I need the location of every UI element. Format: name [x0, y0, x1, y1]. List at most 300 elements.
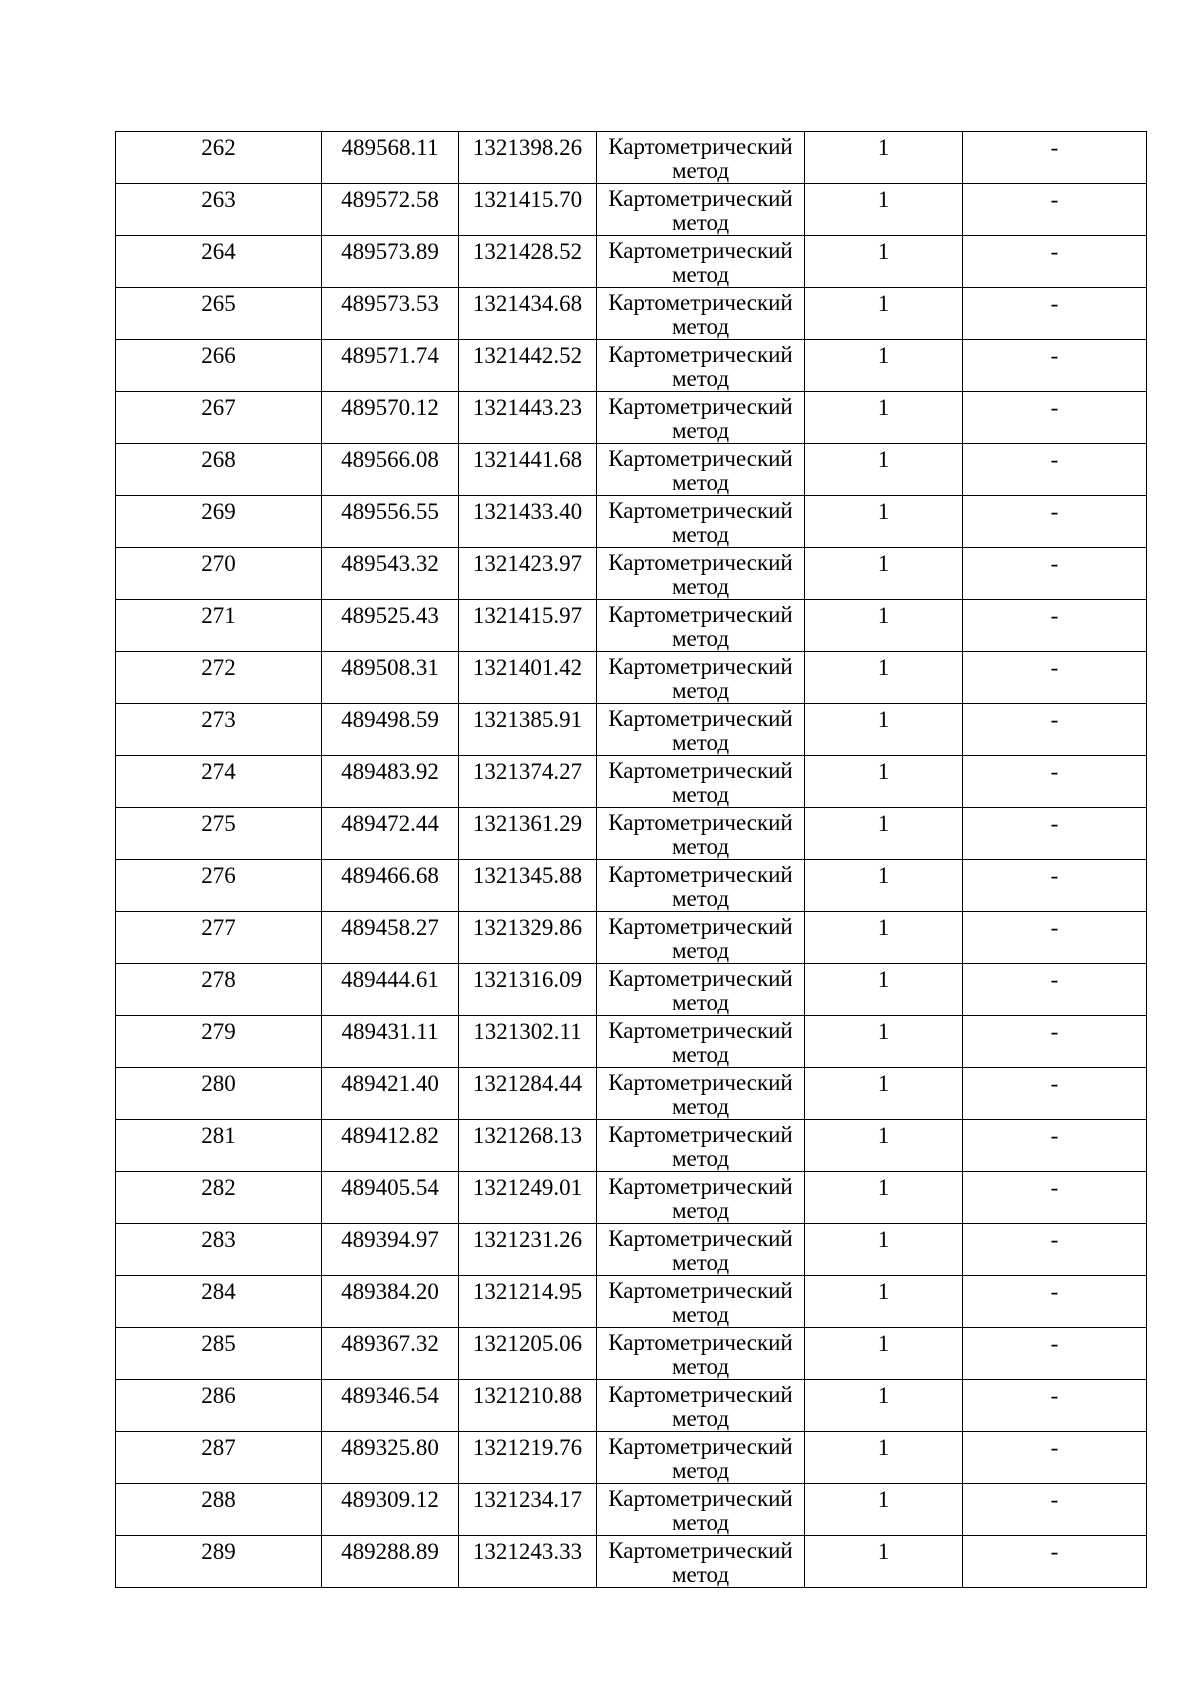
- point-number-cell-text: 276: [201, 863, 236, 888]
- point-number-cell-text: 266: [201, 343, 236, 368]
- method-cell-text: Картометрический метод: [608, 550, 793, 599]
- table-row: [116, 1432, 1147, 1484]
- table-row: [116, 1224, 1147, 1276]
- x-coordinate-cell-text: 489571.74: [341, 343, 439, 368]
- note-cell-text: -: [1050, 863, 1059, 888]
- point-number-cell: [116, 548, 322, 600]
- x-coordinate-cell-text: 489556.55: [341, 499, 439, 524]
- table-row: [116, 1536, 1147, 1588]
- y-coordinate-cell: [459, 236, 597, 288]
- note-cell-text: -: [1050, 915, 1059, 940]
- y-coordinate-cell-text: 1321385.91: [472, 707, 583, 732]
- point-number-cell-text: 271: [201, 603, 236, 628]
- method-cell: [597, 132, 805, 184]
- accuracy-cell: [805, 756, 963, 808]
- x-coordinate-cell: [322, 1276, 459, 1328]
- method-cell-text: Картометрический метод: [608, 134, 793, 183]
- note-cell-text: -: [1050, 135, 1059, 160]
- point-number-cell: [116, 288, 322, 340]
- accuracy-cell: [805, 1328, 963, 1380]
- x-coordinate-cell-text: 489572.58: [341, 187, 439, 212]
- note-cell: [963, 1328, 1147, 1380]
- accuracy-cell: [805, 600, 963, 652]
- accuracy-cell-text: 1: [877, 915, 890, 940]
- point-number-cell-text: 285: [201, 1331, 236, 1356]
- table-row: [116, 132, 1147, 184]
- y-coordinate-cell: [459, 600, 597, 652]
- table-row: [116, 236, 1147, 288]
- coordinates-table: [115, 131, 1147, 1588]
- method-cell: [597, 1068, 805, 1120]
- accuracy-cell-text: 1: [877, 1331, 890, 1356]
- x-coordinate-cell: [322, 288, 459, 340]
- x-coordinate-cell: [322, 184, 459, 236]
- accuracy-cell: [805, 548, 963, 600]
- accuracy-cell-text: 1: [877, 967, 890, 992]
- y-coordinate-cell: [459, 288, 597, 340]
- method-cell: [597, 1120, 805, 1172]
- accuracy-cell-text: 1: [877, 1123, 890, 1148]
- table-row: [116, 1120, 1147, 1172]
- accuracy-cell: [805, 860, 963, 912]
- point-number-cell-text: 267: [201, 395, 236, 420]
- note-cell-text: -: [1050, 499, 1059, 524]
- table-row: [116, 860, 1147, 912]
- accuracy-cell: [805, 1432, 963, 1484]
- accuracy-cell-text: 1: [877, 395, 890, 420]
- method-cell-text: Картометрический метод: [608, 290, 793, 339]
- point-number-cell: [116, 600, 322, 652]
- x-coordinate-cell-text: 489325.80: [341, 1435, 439, 1460]
- point-number-cell-text: 287: [201, 1435, 236, 1460]
- y-coordinate-cell: [459, 964, 597, 1016]
- table-row: [116, 1328, 1147, 1380]
- note-cell: [963, 860, 1147, 912]
- method-cell: [597, 496, 805, 548]
- point-number-cell: [116, 444, 322, 496]
- y-coordinate-cell-text: 1321345.88: [472, 863, 583, 888]
- accuracy-cell: [805, 1536, 963, 1588]
- method-cell-text: Картометрический метод: [608, 1434, 793, 1483]
- note-cell-text: -: [1050, 1123, 1059, 1148]
- table-row: [116, 808, 1147, 860]
- note-cell-text: -: [1050, 187, 1059, 212]
- note-cell-text: -: [1050, 1435, 1059, 1460]
- table-row: [116, 1016, 1147, 1068]
- method-cell-text: Картометрический метод: [608, 1382, 793, 1431]
- method-cell: [597, 912, 805, 964]
- accuracy-cell: [805, 1484, 963, 1536]
- note-cell: [963, 1380, 1147, 1432]
- point-number-cell-text: 274: [201, 759, 236, 784]
- accuracy-cell: [805, 288, 963, 340]
- point-number-cell-text: 275: [201, 811, 236, 836]
- note-cell-text: -: [1050, 343, 1059, 368]
- point-number-cell-text: 286: [201, 1383, 236, 1408]
- point-number-cell: [116, 1120, 322, 1172]
- point-number-cell-text: 263: [201, 187, 236, 212]
- point-number-cell: [116, 1016, 322, 1068]
- x-coordinate-cell: [322, 600, 459, 652]
- accuracy-cell-text: 1: [877, 863, 890, 888]
- accuracy-cell-text: 1: [877, 1071, 890, 1096]
- method-cell: [597, 860, 805, 912]
- note-cell-text: -: [1050, 1019, 1059, 1044]
- x-coordinate-cell: [322, 392, 459, 444]
- accuracy-cell: [805, 340, 963, 392]
- x-coordinate-cell: [322, 1016, 459, 1068]
- y-coordinate-cell: [459, 1068, 597, 1120]
- note-cell: [963, 236, 1147, 288]
- point-number-cell-text: 278: [201, 967, 236, 992]
- y-coordinate-cell-text: 1321398.26: [472, 135, 583, 160]
- y-coordinate-cell-text: 1321434.68: [472, 291, 583, 316]
- x-coordinate-cell-text: 489412.82: [341, 1123, 439, 1148]
- method-cell-text: Картометрический метод: [608, 1174, 793, 1223]
- x-coordinate-cell-text: 489566.08: [341, 447, 439, 472]
- y-coordinate-cell: [459, 132, 597, 184]
- y-coordinate-cell-text: 1321234.17: [472, 1487, 583, 1512]
- y-coordinate-cell: [459, 392, 597, 444]
- table-row: [116, 392, 1147, 444]
- note-cell-text: -: [1050, 1279, 1059, 1304]
- y-coordinate-cell: [459, 1172, 597, 1224]
- method-cell: [597, 1172, 805, 1224]
- table-row: [116, 1484, 1147, 1536]
- accuracy-cell-text: 1: [877, 1383, 890, 1408]
- y-coordinate-cell-text: 1321442.52: [472, 343, 583, 368]
- x-coordinate-cell: [322, 1536, 459, 1588]
- y-coordinate-cell: [459, 704, 597, 756]
- x-coordinate-cell-text: 489508.31: [341, 655, 439, 680]
- table-row: [116, 1172, 1147, 1224]
- accuracy-cell-text: 1: [877, 1539, 890, 1564]
- x-coordinate-cell-text: 489543.32: [341, 551, 439, 576]
- x-coordinate-cell-text: 489421.40: [341, 1071, 439, 1096]
- point-number-cell-text: 273: [201, 707, 236, 732]
- note-cell: [963, 288, 1147, 340]
- point-number-cell-text: 272: [201, 655, 236, 680]
- x-coordinate-cell: [322, 236, 459, 288]
- method-cell-text: Картометрический метод: [608, 914, 793, 963]
- x-coordinate-cell-text: 489346.54: [341, 1383, 439, 1408]
- table-body: [116, 132, 1147, 1588]
- point-number-cell: [116, 1380, 322, 1432]
- y-coordinate-cell-text: 1321443.23: [472, 395, 583, 420]
- method-cell: [597, 704, 805, 756]
- note-cell: [963, 1172, 1147, 1224]
- x-coordinate-cell: [322, 1484, 459, 1536]
- table-row: [116, 548, 1147, 600]
- table-row: [116, 1380, 1147, 1432]
- method-cell-text: Картометрический метод: [608, 706, 793, 755]
- x-coordinate-cell-text: 489573.89: [341, 239, 439, 264]
- table-row: [116, 704, 1147, 756]
- method-cell: [597, 808, 805, 860]
- y-coordinate-cell: [459, 1536, 597, 1588]
- point-number-cell: [116, 1172, 322, 1224]
- note-cell-text: -: [1050, 239, 1059, 264]
- note-cell: [963, 548, 1147, 600]
- y-coordinate-cell-text: 1321415.97: [472, 603, 583, 628]
- method-cell-text: Картометрический метод: [608, 446, 793, 495]
- y-coordinate-cell-text: 1321374.27: [472, 759, 583, 784]
- y-coordinate-cell-text: 1321205.06: [472, 1331, 583, 1356]
- method-cell: [597, 1432, 805, 1484]
- point-number-cell: [116, 704, 322, 756]
- x-coordinate-cell: [322, 1224, 459, 1276]
- accuracy-cell-text: 1: [877, 655, 890, 680]
- method-cell: [597, 392, 805, 444]
- accuracy-cell: [805, 912, 963, 964]
- point-number-cell: [116, 132, 322, 184]
- method-cell: [597, 1536, 805, 1588]
- x-coordinate-cell-text: 489444.61: [341, 967, 439, 992]
- y-coordinate-cell: [459, 1224, 597, 1276]
- method-cell: [597, 1484, 805, 1536]
- point-number-cell: [116, 1328, 322, 1380]
- y-coordinate-cell: [459, 444, 597, 496]
- x-coordinate-cell: [322, 548, 459, 600]
- method-cell: [597, 548, 805, 600]
- note-cell: [963, 1120, 1147, 1172]
- table-row: [116, 496, 1147, 548]
- method-cell-text: Картометрический метод: [608, 1486, 793, 1535]
- y-coordinate-cell: [459, 1484, 597, 1536]
- y-coordinate-cell-text: 1321329.86: [472, 915, 583, 940]
- accuracy-cell-text: 1: [877, 291, 890, 316]
- note-cell-text: -: [1050, 447, 1059, 472]
- accuracy-cell: [805, 964, 963, 1016]
- point-number-cell-text: 280: [201, 1071, 236, 1096]
- point-number-cell: [116, 964, 322, 1016]
- table-row: [116, 600, 1147, 652]
- table-row: [116, 964, 1147, 1016]
- point-number-cell-text: 284: [201, 1279, 236, 1304]
- x-coordinate-cell-text: 489405.54: [341, 1175, 439, 1200]
- x-coordinate-cell-text: 489431.11: [341, 1019, 439, 1044]
- note-cell-text: -: [1050, 1383, 1059, 1408]
- x-coordinate-cell-text: 489367.32: [341, 1331, 439, 1356]
- x-coordinate-cell: [322, 496, 459, 548]
- note-cell-text: -: [1050, 1071, 1059, 1096]
- note-cell-text: -: [1050, 655, 1059, 680]
- x-coordinate-cell-text: 489458.27: [341, 915, 439, 940]
- method-cell-text: Картометрический метод: [608, 1330, 793, 1379]
- x-coordinate-cell-text: 489309.12: [341, 1487, 439, 1512]
- point-number-cell: [116, 860, 322, 912]
- x-coordinate-cell: [322, 704, 459, 756]
- method-cell: [597, 288, 805, 340]
- note-cell-text: -: [1050, 707, 1059, 732]
- x-coordinate-cell: [322, 1172, 459, 1224]
- x-coordinate-cell-text: 489466.68: [341, 863, 439, 888]
- note-cell-text: -: [1050, 1227, 1059, 1252]
- y-coordinate-cell-text: 1321361.29: [472, 811, 583, 836]
- y-coordinate-cell-text: 1321284.44: [472, 1071, 583, 1096]
- note-cell-text: -: [1050, 603, 1059, 628]
- accuracy-cell-text: 1: [877, 1175, 890, 1200]
- x-coordinate-cell: [322, 1328, 459, 1380]
- point-number-cell: [116, 808, 322, 860]
- method-cell: [597, 444, 805, 496]
- table-row: [116, 444, 1147, 496]
- y-coordinate-cell: [459, 1120, 597, 1172]
- method-cell: [597, 756, 805, 808]
- y-coordinate-cell-text: 1321243.33: [472, 1539, 583, 1564]
- x-coordinate-cell-text: 489573.53: [341, 291, 439, 316]
- note-cell-text: -: [1050, 1331, 1059, 1356]
- method-cell-text: Картометрический метод: [608, 1122, 793, 1171]
- point-number-cell: [116, 496, 322, 548]
- method-cell-text: Картометрический метод: [608, 1018, 793, 1067]
- accuracy-cell: [805, 1068, 963, 1120]
- method-cell: [597, 1276, 805, 1328]
- accuracy-cell-text: 1: [877, 811, 890, 836]
- table-row: [116, 652, 1147, 704]
- note-cell: [963, 1068, 1147, 1120]
- note-cell: [963, 184, 1147, 236]
- point-number-cell-text: 288: [201, 1487, 236, 1512]
- accuracy-cell: [805, 444, 963, 496]
- table-row: [116, 1276, 1147, 1328]
- table-row: [116, 756, 1147, 808]
- note-cell-text: -: [1050, 759, 1059, 784]
- point-number-cell-text: 270: [201, 551, 236, 576]
- method-cell-text: Картометрический метод: [608, 654, 793, 703]
- table-row: [116, 1068, 1147, 1120]
- accuracy-cell-text: 1: [877, 603, 890, 628]
- accuracy-cell: [805, 1276, 963, 1328]
- accuracy-cell-text: 1: [877, 759, 890, 784]
- accuracy-cell-text: 1: [877, 187, 890, 212]
- y-coordinate-cell-text: 1321268.13: [472, 1123, 583, 1148]
- accuracy-cell: [805, 496, 963, 548]
- x-coordinate-cell-text: 489472.44: [341, 811, 439, 836]
- y-coordinate-cell: [459, 1016, 597, 1068]
- method-cell-text: Картометрический метод: [608, 186, 793, 235]
- x-coordinate-cell: [322, 808, 459, 860]
- accuracy-cell: [805, 236, 963, 288]
- accuracy-cell: [805, 704, 963, 756]
- y-coordinate-cell-text: 1321231.26: [472, 1227, 583, 1252]
- x-coordinate-cell-text: 489384.20: [341, 1279, 439, 1304]
- point-number-cell-text: 262: [201, 135, 236, 160]
- x-coordinate-cell: [322, 1380, 459, 1432]
- method-cell: [597, 236, 805, 288]
- note-cell-text: -: [1050, 1487, 1059, 1512]
- point-number-cell: [116, 1224, 322, 1276]
- note-cell-text: -: [1050, 967, 1059, 992]
- method-cell: [597, 1224, 805, 1276]
- accuracy-cell: [805, 184, 963, 236]
- x-coordinate-cell-text: 489525.43: [341, 603, 439, 628]
- method-cell: [597, 1380, 805, 1432]
- note-cell: [963, 392, 1147, 444]
- note-cell: [963, 1484, 1147, 1536]
- y-coordinate-cell: [459, 340, 597, 392]
- method-cell-text: Картометрический метод: [608, 1070, 793, 1119]
- method-cell-text: Картометрический метод: [608, 966, 793, 1015]
- x-coordinate-cell: [322, 912, 459, 964]
- method-cell: [597, 600, 805, 652]
- y-coordinate-cell-text: 1321210.88: [472, 1383, 583, 1408]
- x-coordinate-cell: [322, 756, 459, 808]
- point-number-cell: [116, 652, 322, 704]
- x-coordinate-cell: [322, 1120, 459, 1172]
- y-coordinate-cell-text: 1321415.70: [472, 187, 583, 212]
- accuracy-cell-text: 1: [877, 1019, 890, 1044]
- point-number-cell-text: 268: [201, 447, 236, 472]
- method-cell-text: Картометрический метод: [608, 1278, 793, 1327]
- y-coordinate-cell: [459, 184, 597, 236]
- method-cell-text: Картометрический метод: [608, 862, 793, 911]
- y-coordinate-cell-text: 1321423.97: [472, 551, 583, 576]
- y-coordinate-cell-text: 1321401.42: [472, 655, 583, 680]
- accuracy-cell: [805, 1016, 963, 1068]
- accuracy-cell-text: 1: [877, 343, 890, 368]
- y-coordinate-cell: [459, 1432, 597, 1484]
- point-number-cell-text: 283: [201, 1227, 236, 1252]
- accuracy-cell-text: 1: [877, 135, 890, 160]
- table-row: [116, 288, 1147, 340]
- x-coordinate-cell: [322, 1068, 459, 1120]
- note-cell-text: -: [1050, 291, 1059, 316]
- note-cell: [963, 496, 1147, 548]
- y-coordinate-cell: [459, 808, 597, 860]
- x-coordinate-cell-text: 489570.12: [341, 395, 439, 420]
- y-coordinate-cell: [459, 1328, 597, 1380]
- method-cell: [597, 184, 805, 236]
- method-cell-text: Картометрический метод: [608, 394, 793, 443]
- y-coordinate-cell-text: 1321316.09: [472, 967, 583, 992]
- method-cell-text: Картометрический метод: [608, 810, 793, 859]
- method-cell: [597, 340, 805, 392]
- note-cell: [963, 132, 1147, 184]
- point-number-cell-text: 269: [201, 499, 236, 524]
- y-coordinate-cell-text: 1321302.11: [473, 1019, 582, 1044]
- method-cell: [597, 964, 805, 1016]
- y-coordinate-cell-text: 1321214.95: [472, 1279, 583, 1304]
- x-coordinate-cell-text: 489394.97: [341, 1227, 439, 1252]
- point-number-cell: [116, 340, 322, 392]
- x-coordinate-cell: [322, 444, 459, 496]
- x-coordinate-cell: [322, 340, 459, 392]
- x-coordinate-cell-text: 489568.11: [341, 135, 439, 160]
- table-row: [116, 340, 1147, 392]
- accuracy-cell: [805, 1120, 963, 1172]
- note-cell: [963, 1224, 1147, 1276]
- note-cell: [963, 340, 1147, 392]
- method-cell-text: Картометрический метод: [608, 238, 793, 287]
- point-number-cell-text: 281: [201, 1123, 236, 1148]
- table-row: [116, 184, 1147, 236]
- y-coordinate-cell-text: 1321249.01: [472, 1175, 583, 1200]
- method-cell-text: Картометрический метод: [608, 1226, 793, 1275]
- method-cell-text: Картометрический метод: [608, 758, 793, 807]
- accuracy-cell-text: 1: [877, 1279, 890, 1304]
- note-cell: [963, 1016, 1147, 1068]
- note-cell-text: -: [1050, 1175, 1059, 1200]
- note-cell: [963, 1536, 1147, 1588]
- y-coordinate-cell: [459, 1380, 597, 1432]
- note-cell: [963, 704, 1147, 756]
- note-cell-text: -: [1050, 395, 1059, 420]
- x-coordinate-cell-text: 489498.59: [341, 707, 439, 732]
- x-coordinate-cell: [322, 964, 459, 1016]
- point-number-cell: [116, 1276, 322, 1328]
- accuracy-cell-text: 1: [877, 239, 890, 264]
